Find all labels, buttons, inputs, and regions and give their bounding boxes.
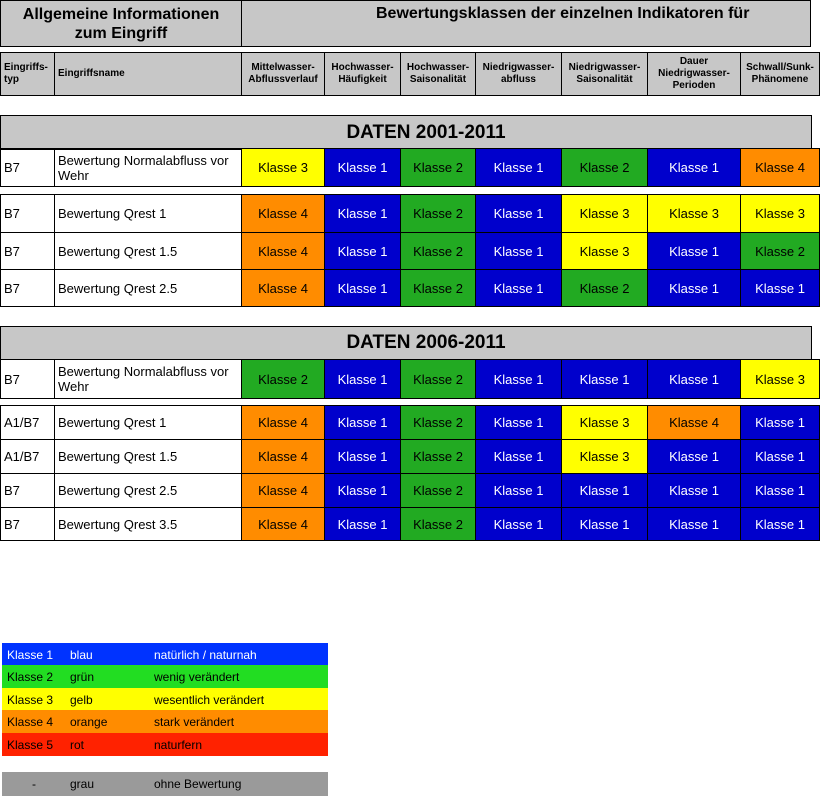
- class-value: Klasse 2: [413, 280, 463, 296]
- class-value: Klasse 3: [579, 243, 630, 259]
- class-cell: [475, 507, 562, 541]
- class-value: Klasse 4: [258, 206, 308, 221]
- row-typ-cell: [0, 148, 55, 187]
- class-cell: [740, 507, 820, 541]
- legend-farbe: gelb: [70, 692, 93, 707]
- class-value: Klasse 1: [755, 483, 805, 498]
- legend-row: [2, 733, 328, 756]
- legend-farbe: grün: [70, 669, 95, 684]
- class-cell: [561, 194, 648, 233]
- class-cell: [400, 507, 476, 541]
- row-name-cell: [54, 232, 242, 270]
- class-value: Klasse 3: [669, 206, 719, 221]
- class-value: Klasse 1: [493, 516, 544, 532]
- legend-bedeutung: wenig verändert: [154, 669, 240, 684]
- class-cell: [561, 439, 648, 474]
- class-value: Klasse 2: [413, 371, 463, 387]
- class-cell: [647, 439, 741, 474]
- class-value: Klasse 1: [755, 516, 805, 532]
- row-name: Bewertung Qrest 1.5: [58, 243, 178, 259]
- row-typ-cell: [0, 194, 55, 233]
- row-typ: B7: [4, 160, 20, 175]
- legend-klasse: Klasse 4: [7, 714, 54, 729]
- class-value: Klasse 1: [669, 280, 719, 296]
- col-header-indicator-label: Dauer Niedrigwasser-Perioden: [658, 56, 730, 91]
- row-typ: B7: [4, 483, 20, 498]
- class-value: Klasse 2: [413, 243, 463, 259]
- class-value: Klasse 1: [755, 280, 805, 296]
- legend-row: [2, 772, 328, 796]
- class-value: Klasse 1: [337, 243, 388, 259]
- class-cell: [400, 439, 476, 474]
- class-value: Klasse 1: [669, 449, 719, 464]
- class-value: Klasse 1: [669, 483, 719, 498]
- class-value: Klasse 3: [755, 206, 805, 221]
- legend-farbe: orange: [70, 714, 108, 729]
- class-cell: [241, 148, 325, 187]
- class-value: Klasse 1: [579, 483, 630, 498]
- row-typ: B7: [4, 371, 20, 387]
- class-cell: [241, 194, 325, 233]
- class-cell: [647, 269, 741, 307]
- class-cell: [647, 194, 741, 233]
- class-value: Klasse 4: [669, 415, 719, 430]
- class-value: Klasse 4: [258, 415, 308, 430]
- legend-bedeutung: stark verändert: [154, 714, 235, 729]
- section-title: DATEN 2001-2011: [346, 121, 506, 143]
- class-cell: [324, 473, 401, 508]
- col-header-indicator-label: Mittelwasser-Abflussverlauf: [248, 62, 318, 85]
- class-value: Klasse 1: [337, 449, 388, 464]
- class-cell: [647, 507, 741, 541]
- class-value: Klasse 1: [493, 371, 544, 387]
- class-cell: [475, 359, 562, 399]
- legend-bedeutung: naturfern: [154, 737, 203, 752]
- class-value: Klasse 1: [493, 280, 544, 296]
- class-value: Klasse 1: [669, 160, 719, 175]
- row-typ: A1/B7: [4, 415, 40, 430]
- legend-klasse: Klasse 3: [7, 692, 54, 707]
- class-value: Klasse 1: [669, 516, 719, 532]
- class-cell: [324, 439, 401, 474]
- legend-row: [2, 688, 328, 711]
- class-cell: [400, 269, 476, 307]
- class-value: Klasse 1: [493, 206, 544, 221]
- row-name: Bewertung Qrest 1: [58, 415, 167, 430]
- class-value: Klasse 1: [337, 206, 388, 221]
- legend-farbe: blau: [70, 647, 93, 662]
- class-cell: [740, 405, 820, 440]
- class-cell: [647, 405, 741, 440]
- row-typ: A1/B7: [4, 449, 40, 464]
- class-value: Klasse 1: [669, 243, 719, 259]
- class-value: Klasse 1: [579, 371, 630, 387]
- class-cell: [400, 359, 476, 399]
- class-cell: [400, 194, 476, 233]
- col-header-indicator-label: Schwall/Sunk-Phänomene: [746, 62, 814, 85]
- class-value: Klasse 1: [579, 516, 630, 532]
- class-value: Klasse 2: [413, 449, 463, 464]
- row-typ-cell: [0, 405, 55, 440]
- class-cell: [400, 473, 476, 508]
- class-cell: [740, 269, 820, 307]
- class-cell: [475, 405, 562, 440]
- class-value: Klasse 4: [258, 483, 308, 498]
- row-name: Bewertung Qrest 2.5: [58, 483, 178, 498]
- legend-klasse: -: [32, 777, 36, 791]
- class-cell: [647, 473, 741, 508]
- class-value: Klasse 1: [493, 160, 544, 175]
- class-cell: [561, 148, 648, 187]
- class-cell: [241, 269, 325, 307]
- class-cell: [475, 473, 562, 508]
- class-cell: [475, 232, 562, 270]
- class-value: Klasse 1: [493, 415, 544, 430]
- class-cell: [740, 194, 820, 233]
- col-header-indicator-label: Hochwasser-Saisonalität: [406, 62, 470, 85]
- indicator-classes-header: [241, 0, 811, 47]
- row-typ-cell: [0, 269, 55, 307]
- class-value: Klasse 4: [755, 160, 805, 175]
- class-cell: [241, 439, 325, 474]
- class-cell: [475, 148, 562, 187]
- class-value: Klasse 2: [413, 160, 463, 175]
- col-header-indicator: [475, 52, 562, 96]
- class-cell: [324, 507, 401, 541]
- class-value: Klasse 2: [413, 415, 463, 430]
- legend-bedeutung: ohne Bewertung: [154, 777, 242, 791]
- legend-row: [2, 710, 328, 733]
- section-title-bar: [0, 115, 812, 150]
- row-typ-cell: [0, 473, 55, 508]
- class-cell: [400, 148, 476, 187]
- class-cell: [241, 232, 325, 270]
- class-cell: [740, 359, 820, 399]
- class-value: Klasse 2: [579, 280, 630, 296]
- class-value: Klasse 1: [755, 449, 805, 464]
- col-header-name-label: Eingriffsname: [58, 68, 125, 79]
- col-header-indicator: [324, 52, 401, 96]
- row-typ-cell: [0, 359, 55, 399]
- legend-bedeutung: wesentlich verändert: [154, 692, 265, 707]
- class-value: Klasse 1: [755, 415, 805, 430]
- general-info-title: Allgemeine Informationen zum Eingriff: [22, 5, 220, 42]
- col-header-indicator: [241, 52, 325, 96]
- legend-farbe: grau: [70, 777, 95, 791]
- class-cell: [740, 148, 820, 187]
- class-value: Klasse 3: [579, 449, 630, 464]
- class-cell: [324, 232, 401, 270]
- class-value: Klasse 3: [258, 160, 308, 175]
- class-value: Klasse 1: [337, 280, 388, 296]
- class-value: Klasse 4: [258, 516, 308, 532]
- class-cell: [647, 148, 741, 187]
- class-value: Klasse 2: [755, 243, 805, 259]
- class-value: Klasse 1: [493, 449, 544, 464]
- row-typ: B7: [4, 516, 20, 532]
- legend-row: [2, 665, 328, 688]
- class-cell: [241, 507, 325, 541]
- class-cell: [561, 232, 648, 270]
- row-name-cell: [54, 359, 242, 399]
- class-value: Klasse 1: [493, 483, 544, 498]
- class-cell: [324, 269, 401, 307]
- class-value: Klasse 1: [669, 371, 719, 387]
- row-name-cell: [54, 405, 242, 440]
- row-name: Bewertung Qrest 1: [58, 206, 167, 221]
- col-header-indicator: [647, 52, 741, 96]
- row-typ-cell: [0, 507, 55, 541]
- row-typ-cell: [0, 232, 55, 270]
- class-cell: [561, 269, 648, 307]
- row-name-cell: [54, 194, 242, 233]
- class-value: Klasse 4: [258, 280, 308, 296]
- class-value: Klasse 3: [579, 415, 630, 430]
- class-cell: [561, 405, 648, 440]
- legend-klasse: Klasse 2: [7, 669, 54, 684]
- col-header-name: [54, 52, 242, 96]
- class-cell: [740, 439, 820, 474]
- row-typ: B7: [4, 280, 20, 296]
- class-cell: [324, 194, 401, 233]
- class-cell: [561, 507, 648, 541]
- col-header-indicator-label: Hochwasser-Häufigkeit: [331, 62, 394, 85]
- row-name: Bewertung Qrest 1.5: [58, 449, 178, 464]
- class-value: Klasse 4: [258, 243, 308, 259]
- row-name-cell: [54, 269, 242, 307]
- class-value: Klasse 4: [258, 449, 308, 464]
- legend-farbe: rot: [70, 737, 85, 752]
- class-cell: [324, 405, 401, 440]
- row-name: Bewertung Normalabfluss vor Wehr: [58, 152, 229, 183]
- col-header-typ-label: Eingriffs-typ: [4, 62, 48, 85]
- row-name-cell: [54, 507, 242, 541]
- row-typ: B7: [4, 206, 20, 221]
- class-cell: [647, 232, 741, 270]
- class-value: Klasse 1: [337, 516, 388, 532]
- class-value: Klasse 1: [337, 483, 388, 498]
- class-value: Klasse 1: [337, 415, 388, 430]
- general-info-header: [0, 0, 242, 47]
- row-name: Bewertung Normalabfluss vor Wehr: [58, 364, 229, 394]
- col-header-typ: [0, 52, 55, 96]
- col-header-indicator-label: Niedrigwasser-Saisonalität: [568, 62, 641, 85]
- class-cell: [241, 473, 325, 508]
- class-cell: [324, 148, 401, 187]
- class-cell: [475, 439, 562, 474]
- class-cell: [241, 405, 325, 440]
- col-header-indicator: [400, 52, 476, 96]
- class-value: Klasse 2: [413, 483, 463, 498]
- class-cell: [561, 473, 648, 508]
- legend-row: [2, 643, 328, 666]
- class-cell: [740, 232, 820, 270]
- class-cell: [475, 194, 562, 233]
- section-title-bar: [0, 326, 812, 360]
- col-header-indicator-label: Niedrigwasser-abfluss: [482, 62, 555, 85]
- class-cell: [400, 405, 476, 440]
- indicator-classes-title: Bewertungsklassen der einzelnen Indikatoren für: [376, 5, 750, 22]
- class-value: Klasse 1: [337, 160, 388, 175]
- col-header-indicator: [561, 52, 648, 96]
- class-value: Klasse 1: [493, 243, 544, 259]
- class-cell: [241, 359, 325, 399]
- row-name: Bewertung Qrest 2.5: [58, 280, 178, 296]
- section-title: DATEN 2006-2011: [346, 332, 506, 353]
- legend-klasse: Klasse 5: [7, 737, 54, 752]
- class-cell: [324, 359, 401, 399]
- row-name-cell: [54, 439, 242, 474]
- class-value: Klasse 2: [258, 371, 308, 387]
- row-name: Bewertung Qrest 3.5: [58, 516, 178, 532]
- class-cell: [475, 269, 562, 307]
- row-typ-cell: [0, 439, 55, 474]
- class-value: Klasse 3: [579, 206, 630, 221]
- class-value: Klasse 2: [413, 206, 463, 221]
- legend-klasse: Klasse 1: [7, 647, 54, 662]
- legend-bedeutung: natürlich / naturnah: [154, 647, 257, 662]
- row-name-cell: [54, 148, 242, 187]
- class-value: Klasse 2: [413, 516, 463, 532]
- row-name-cell: [54, 473, 242, 508]
- class-cell: [740, 473, 820, 508]
- col-header-indicator: [740, 52, 820, 96]
- class-value: Klasse 1: [337, 371, 388, 387]
- row-typ: B7: [4, 243, 20, 259]
- class-cell: [561, 359, 648, 399]
- class-cell: [647, 359, 741, 399]
- class-value: Klasse 3: [755, 371, 805, 387]
- class-value: Klasse 2: [579, 160, 630, 175]
- class-cell: [400, 232, 476, 270]
